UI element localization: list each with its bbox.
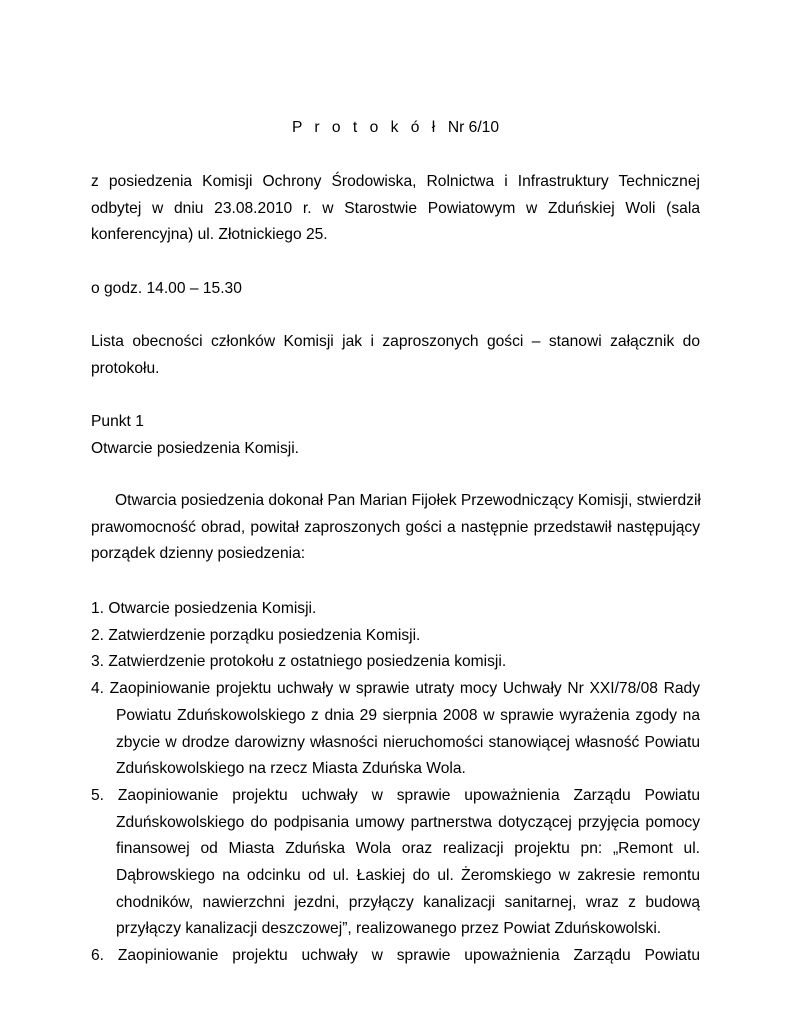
agenda-item bbox=[91, 649, 700, 676]
opening-line: Otwarcia posiedzenia dokonał Pan Marian Fijołek Przewodniczący Komisji, stwierdził bbox=[115, 492, 701, 509]
agenda-item-text: 6. Zaopiniowanie projektu uchwały w sprawie upoważnienia Zarządu Powiatu bbox=[91, 947, 700, 965]
attendance-paragraph bbox=[91, 329, 700, 382]
agenda-item bbox=[91, 943, 700, 970]
agenda-item bbox=[91, 596, 700, 623]
agenda-item-continuation: zbycie w drodze darowizny własności nieruchomości stanowiącej własność Powiatu bbox=[116, 733, 700, 751]
protocol-number: Nr 6/10 bbox=[447, 119, 500, 136]
protocol-title-word: P r o t o k ó ł bbox=[291, 119, 440, 136]
agenda-item-continuation: Zduńskowolskiego do podpisania umowy partnerstwa dotyczącej przyjęcia pomocy bbox=[116, 813, 700, 831]
agenda-item-continuation: Powiatu Zduńskowolskiego z dnia 29 sierpnia 2008 w sprawie wyrażenia zgody na bbox=[116, 706, 700, 724]
agenda-item-continuation: przyłączy kanalizacji deszczowej”, realizowanego przez Powiat Zduńskowolski. bbox=[116, 920, 662, 938]
agenda-item-text: 4. Zaopiniowanie projektu uchwały w sprawie utraty mocy Uchwały Nr XXI/78/08 Rady bbox=[91, 680, 700, 698]
meeting-time-text: o godz. 14.00 – 15.30 bbox=[91, 280, 242, 297]
agenda-list bbox=[91, 596, 700, 970]
attendance-line: Lista obecności członków Komisji jak i zaproszonych gości – stanowi załącznik do bbox=[91, 333, 700, 350]
agenda-item-text: 2. Zatwierdzenie porządku posiedzenia Komisji. bbox=[91, 626, 421, 644]
intro-line: konferencyjna) ul. Złotnickiego 25. bbox=[91, 226, 328, 243]
agenda-item-text: 3. Zatwierdzenie protokołu z ostatniego posiedzenia komisji. bbox=[91, 653, 507, 671]
agenda-item-continuation: Dąbrowskiego na odcinku od ul. Łaskiej do ul. Żeromskiego w zakresie remontu bbox=[116, 867, 700, 885]
point-title: Otwarcie posiedzenia Komisji. bbox=[91, 439, 300, 457]
point-1-section bbox=[91, 409, 700, 462]
intro-paragraph bbox=[91, 169, 700, 249]
agenda-item bbox=[91, 783, 700, 943]
point-heading: Punkt 1 bbox=[91, 413, 144, 430]
intro-line: z posiedzenia Komisji Ochrony Środowiska, Rolnictwa i Infrastruktury Technicznej bbox=[91, 173, 700, 190]
meeting-time bbox=[91, 276, 700, 303]
intro-line: odbytej w dniu 23.08.2010 r. w Starostwie Powiatowym w Zduńskiej Woli (sala bbox=[91, 199, 700, 217]
agenda-item-continuation: Zduńskowolskiego na rzecz Miasta Zduńska Wola. bbox=[116, 760, 466, 778]
agenda-item bbox=[91, 623, 700, 650]
agenda-item bbox=[91, 676, 700, 783]
agenda-item-continuation: chodników, nawierzchni jezdni, przyłączy kanalizacji sanitarnej, wraz z budową bbox=[116, 893, 700, 911]
opening-line: prawomocność obrad, powitał zaproszonych gości a następnie przedstawił następujący bbox=[91, 518, 700, 536]
opening-line: porządek dzienny posiedzenia: bbox=[91, 545, 306, 562]
attendance-line: protokołu. bbox=[91, 359, 160, 377]
agenda-item-continuation: finansowej od Miasta Zduńska Wola oraz realizacji projektu pn: „Remont ul. bbox=[116, 840, 700, 858]
opening-paragraph bbox=[91, 488, 700, 568]
protocol-title bbox=[0, 118, 791, 138]
agenda-item-text: 1. Otwarcie posiedzenia Komisji. bbox=[91, 600, 317, 617]
agenda-item-text: 5. Zaopiniowanie projektu uchwały w sprawie upoważnienia Zarządu Powiatu bbox=[91, 786, 700, 804]
